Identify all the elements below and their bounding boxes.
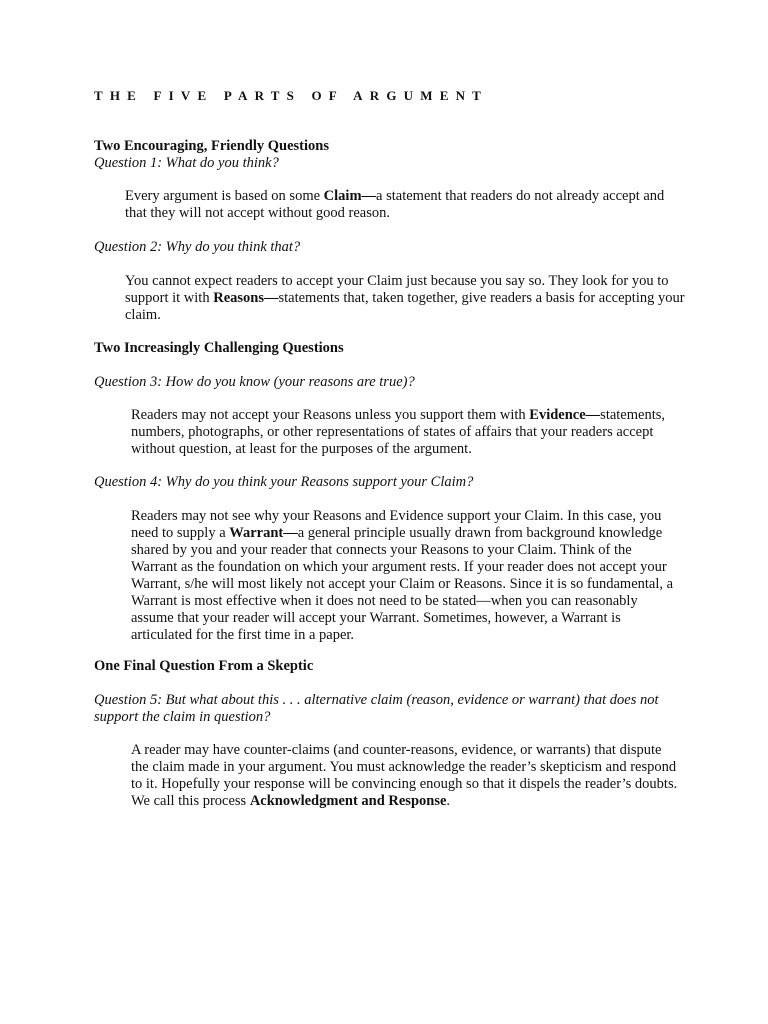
section-heading-skeptic: One Final Question From a Skeptic (94, 658, 314, 674)
paragraph-acknowledgment (131, 742, 681, 810)
paragraph-claim-text-post: a statement that readers do not already accept and that they will not accept without good reason. (125, 188, 665, 221)
paragraph-claim-text-pre: Every argument is based on some (125, 188, 324, 204)
question-3: Question 3: How do you know (your reasons are true)? (94, 374, 415, 390)
paragraph-claim (125, 188, 685, 222)
paragraph-acknowledgment-text-pre: A reader may have counter-claims (and counter-reasons, evidence, or warrants) that dispute the claim made in your argument. You must acknowledge the reader’s skepticism and respond to it. Hopefully your response will be convincing enough so that it dispels the reader’s doubts. We call this process (131, 742, 678, 809)
paragraph-warrant-text-post: a general principle usually drawn from background knowledge shared by you and your reader that connects your Reasons to your Claim. Think of the Warrant as the foundation on which your argument rests. If your reader does not accept your Warrant, s/he will most likely not accept your Claim or Reasons. Since it is so fundamental, a Warrant is most effective when it does not need to be stated—when you can reasonably assume that your reader will accept your Warrant. Sometimes, however, a Warrant is articulated for the first time in a paper. (131, 525, 674, 643)
paragraph-evidence-text-pre: Readers may not accept your Reasons unless you support them with (131, 407, 530, 423)
paragraph-evidence (131, 407, 681, 458)
section-heading-challenging-questions: Two Increasingly Challenging Questions (94, 340, 344, 356)
term-acknowledgment-response: Acknowledgment and Response (249, 793, 447, 809)
paragraph-warrant-text-pre: Readers may not see why your Reasons and Evidence support your Claim. In this case, you need to supply a (131, 508, 662, 541)
term-evidence: Evidence— (529, 407, 601, 423)
question-1: Question 1: What do you think? (94, 155, 279, 171)
paragraph-acknowledgment-text-post: . (446, 793, 451, 809)
section-heading-friendly-questions: Two Encouraging, Friendly Questions (94, 138, 329, 154)
question-5: Question 5: But what about this . . . alternative claim (reason, evidence or warrant) that does not support the claim in question? (94, 692, 659, 725)
paragraph-reasons-text-post: statements that, taken together, give readers a basis for accepting your claim. (125, 290, 685, 323)
term-reasons: Reasons— (213, 290, 279, 306)
term-claim: Claim— (323, 188, 377, 204)
question-4: Question 4: Why do you think your Reasons support your Claim? (94, 474, 474, 490)
term-warrant: Warrant— (229, 525, 298, 541)
document-title: THE FIVE PARTS OF ARGUMENT (94, 88, 489, 103)
question-2: Question 2: Why do you think that? (94, 239, 301, 255)
paragraph-evidence-text-post: statements, numbers, photographs, or other representations of states of affairs that your readers accept without question, at least for the purposes of the argument. (131, 407, 666, 457)
paragraph-reasons-text-pre: You cannot expect readers to accept your Claim just because you say so. They look for you to support it with (125, 273, 669, 306)
paragraph-warrant (131, 508, 681, 644)
paragraph-reasons (125, 273, 685, 324)
